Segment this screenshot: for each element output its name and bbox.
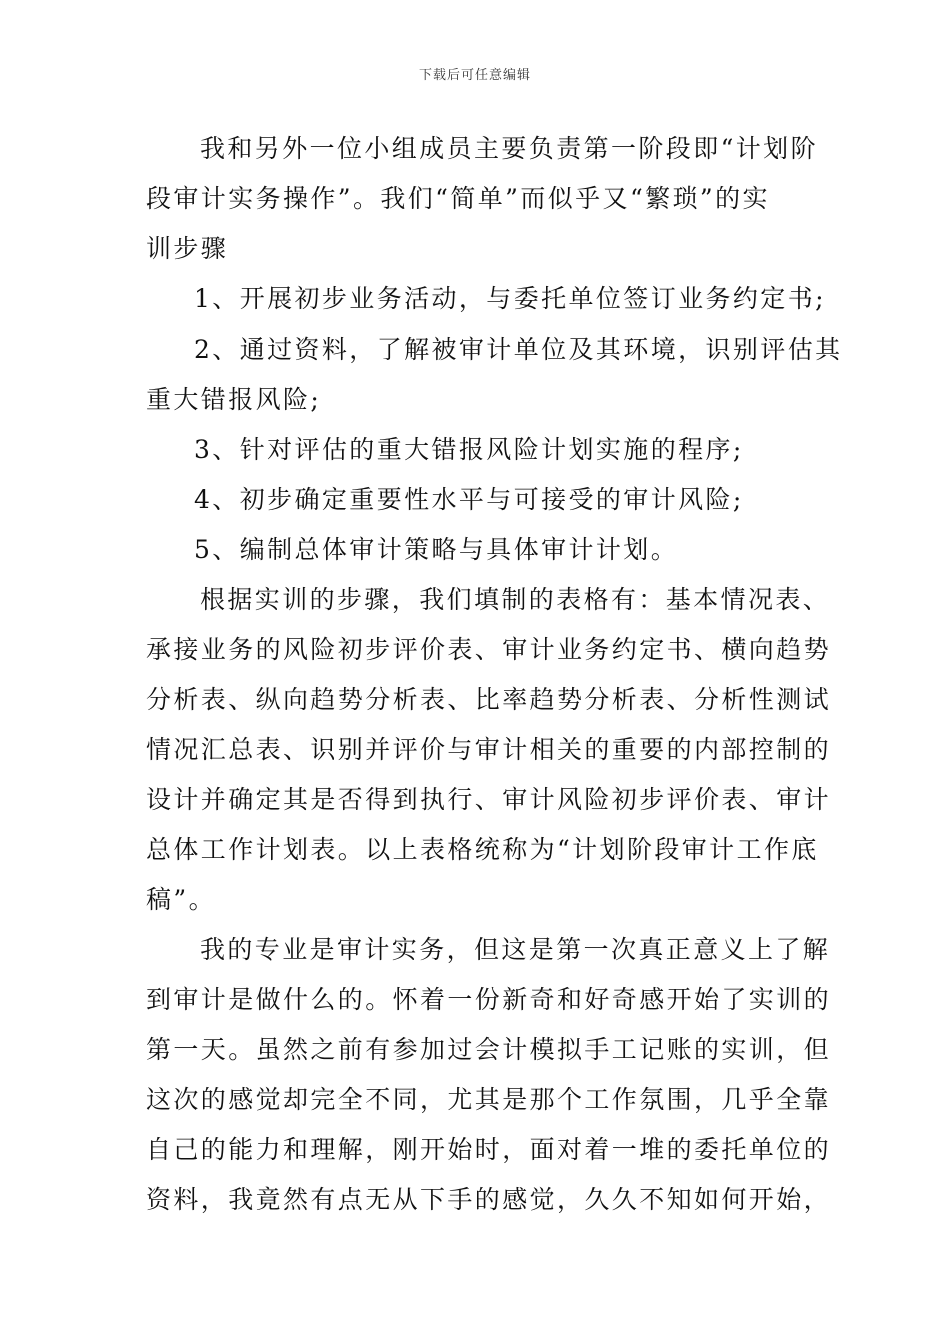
paragraph-line: 承接业务的风险初步评价表、审计业务约定书、横向趋势 <box>146 635 832 664</box>
list-item: 2、通过资料，了解被审计单位及其环境，识别评估其 <box>194 335 843 364</box>
paragraph-line: 总体工作计划表。以上表格统称为“计划阶段审计工作底 <box>146 835 819 864</box>
list-item: 3、针对评估的重大错报风险计划实施的程序; <box>194 435 744 464</box>
paragraph-line: 稿”。 <box>146 885 216 914</box>
header-note: 下载后可任意编辑 <box>418 68 531 83</box>
list-item: 1、开展初步业务活动，与委托单位签订业务约定书; <box>194 284 826 313</box>
paragraph-line: 第一天。虽然之前有参加过会计模拟手工记账的实训，但 <box>146 1035 832 1064</box>
list-item: 5、编制总体审计策略与具体审计计划。 <box>194 535 679 564</box>
paragraph-line: 段审计实务操作”。我们“简单”而似乎又“繁琐”的实 <box>146 184 770 213</box>
paragraph-line: 自己的能力和理解，刚开始时，面对着一堆的委托单位的 <box>146 1135 832 1164</box>
paragraph-line: 设计并确定其是否得到执行、审计风险初步评价表、审计 <box>146 785 832 814</box>
paragraph-line: 到审计是做什么的。怀着一份新奇和好奇感开始了实训的 <box>146 985 832 1014</box>
paragraph-line: 根据实训的步骤，我们填制的表格有：基本情况表、 <box>200 585 831 614</box>
paragraph-line: 训步骤 <box>146 234 229 263</box>
paragraph-line: 情况汇总表、识别并评价与审计相关的重要的内部控制的 <box>146 735 832 764</box>
paragraph-line: 分析表、纵向趋势分析表、比率趋势分析表、分析性测试 <box>146 685 832 714</box>
paragraph-line: 这次的感觉却完全不同，尤其是那个工作氛围，几乎全靠 <box>146 1085 832 1114</box>
paragraph-line: 我和另外一位小组成员主要负责第一阶段即“计划阶 <box>200 134 818 163</box>
paragraph-line: 我的专业是审计实务，但这是第一次真正意义上了解 <box>200 935 831 964</box>
list-item: 4、初步确定重要性水平与可接受的审计风险; <box>194 485 744 514</box>
list-item-continuation: 重大错报风险; <box>146 385 322 414</box>
paragraph-line: 资料，我竟然有点无从下手的感觉，久久不知如何开始， <box>146 1185 832 1214</box>
